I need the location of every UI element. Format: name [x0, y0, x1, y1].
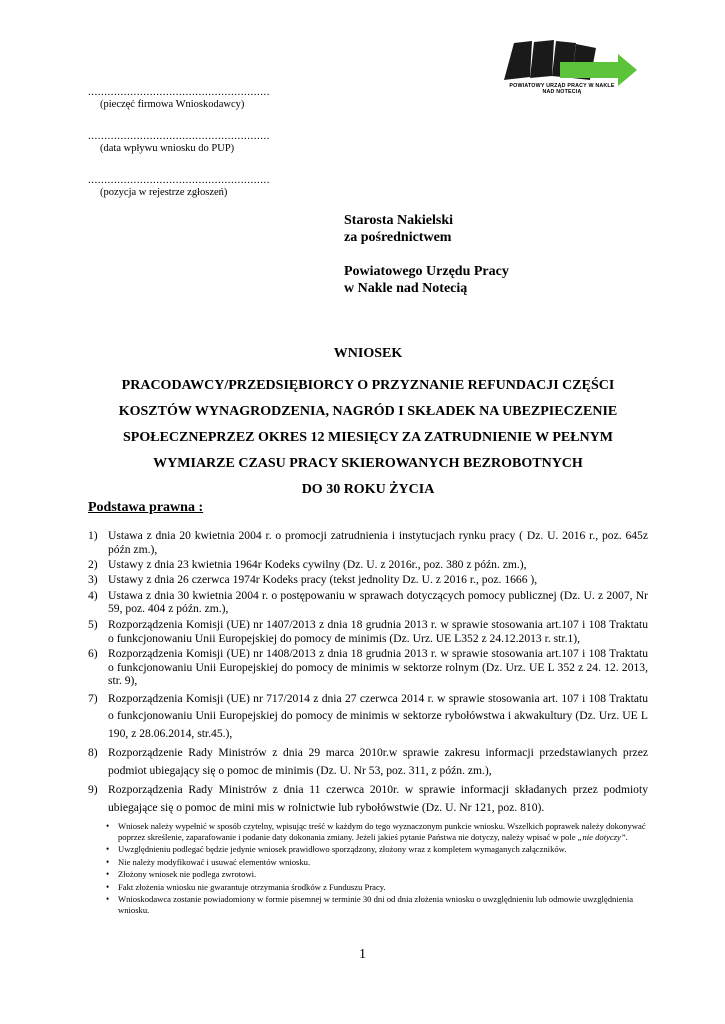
note-item — [106, 844, 648, 855]
page-number: 1 — [359, 947, 366, 962]
receipt-date-caption: (data wpływu wniosku do PUP) — [100, 143, 235, 154]
document-subtitle — [88, 373, 648, 503]
item-text: Ustawy z dnia 23 kwietnia 1964r Kodeks cywilny (Dz. U. z 2016r., poz. 380 z późn. zm.), — [108, 558, 527, 572]
subtitle-line: SPOŁECZNEPRZEZ OKRES 12 MIESIĘCY ZA ZATRUDNIENIE W PEŁNYM — [123, 430, 613, 445]
item-number: 5) — [88, 617, 98, 631]
note-item — [106, 857, 648, 868]
legal-basis-item — [88, 589, 648, 617]
register-position-field — [88, 174, 270, 199]
register-position-dots: ........................................................ — [88, 174, 270, 186]
item-number: 3) — [88, 573, 98, 587]
addressee-line: Starosta Nakielski — [344, 213, 454, 228]
bullet-icon: • — [106, 869, 110, 880]
item-text: Ustawy z dnia 26 czerwca 1974r Kodeks pracy (tekst jednolity Dz. U. z 2016 r., poz. 1666 ), — [108, 573, 538, 587]
note-text: Złożony wniosek nie podlega zwrotowi. — [118, 869, 257, 880]
item-text: Rozporządzenia Rady Ministrów z dnia 11 czerwca 2010r. w sprawie informacji składanych przez podmioty ubiegające się o pomoc de mini mis w rolnictwie lub rybołówstwie (Dz. U. Nr 121, poz. 810). — [108, 783, 648, 814]
addressee-line: Powiatowego Urzędu Pracy — [344, 264, 509, 279]
legal-basis-heading: Podstawa prawna : — [88, 500, 204, 515]
note-item — [106, 894, 648, 916]
note-item — [106, 882, 648, 893]
item-number: 9) — [88, 783, 98, 797]
legal-basis-item — [88, 781, 648, 816]
document-title: WNIOSEK — [333, 346, 403, 361]
instruction-notes — [106, 821, 648, 918]
item-number: 8) — [88, 746, 98, 760]
item-number: 1) — [88, 529, 98, 542]
legal-basis-item — [88, 690, 648, 743]
legal-basis-item — [88, 573, 648, 587]
item-number: 6) — [88, 646, 98, 660]
item-number: 2) — [88, 558, 98, 572]
addressee-block — [344, 212, 509, 297]
item-text: Ustawa z dnia 20 kwietnia 2004 r. o promocji zatrudnienia i instytucjach rynku pracy ( Dz. U. 2016 r., poz. 645z późn zm.), — [108, 529, 648, 556]
bullet-icon: • — [106, 844, 110, 855]
note-item — [106, 869, 648, 880]
legal-basis-item — [88, 558, 648, 572]
note-text: Uwzględnieniu podlegać będzie jedynie wniosek prawidłowo sporządzony, złożony wraz z kompletem wymaganych załączników. — [118, 844, 567, 855]
note-text: Nie należy modyfikować i usuwać elementów wniosku. — [118, 856, 311, 867]
legal-basis-item — [88, 647, 648, 688]
addressee-line: w Nakle nad Notecią — [344, 281, 468, 296]
register-position-caption: (pozycja w rejestrze zgłoszeń) — [100, 187, 228, 198]
item-number: 7) — [88, 691, 98, 705]
bullet-icon: • — [106, 894, 110, 905]
note-text-end: . — [625, 831, 628, 842]
item-text: Rozporządzenia Komisji (UE) nr 1407/2013 z dnia 18 grudnia 2013 r. w sprawie stosowania art.107 i 108 Traktatu o funkcjonowaniu Unii Europejskiej do pomocy de minimis (Dz. Urz. UE L352 z 24.12.2013 r. str.1), — [108, 617, 648, 645]
stamp-dots: ........................................................ — [88, 86, 270, 98]
receipt-date-field — [88, 130, 270, 155]
item-number: 4) — [88, 588, 98, 602]
subtitle-line: WYMIARZE CZASU PRACY SKIEROWANYCH BEZROBOTNYCH — [153, 456, 583, 471]
item-text: Rozporządzenie Rady Ministrów z dnia 29 marca 2010r.w sprawie zakresu informacji przedstawianych przez podmiot ubiegający się o pomoc de minimis (Dz. U. Nr 53, poz. 311, z późn. zm.), — [108, 746, 648, 777]
item-text: Rozporządzenia Komisji (UE) nr 717/2014 z dnia 27 czerwca 2014 r. w sprawie stosowania art. 107 i 108 Traktatu o funkcjonowaniu Unii Europejskiej do pomocy de minimis w sektorze rybołówstwa i akwakultury (Dz. Urz. UE L 190, z 28.06.2014, str.45.), — [108, 691, 648, 740]
bullet-icon: • — [106, 856, 110, 867]
legal-basis-item — [88, 618, 648, 646]
subtitle-line: KOSZTÓW WYNAGRODZENIA, NAGRÓD I SKŁADEK NA UBEZPIECZENIE — [118, 404, 618, 419]
item-text: Rozporządzenia Komisji (UE) nr 1408/2013 z dnia 18 grudnia 2013 r. w sprawie stosowania art.107 i 108 Traktatu o funkcjonowaniu Unii Europejskiej do pomocy de minimis w sektorze rolnym (Dz. Urz. UE L 352 z 24. 12. 2013, str. 9), — [108, 646, 648, 688]
note-text: Wnioskodawca zostanie powiadomiony w formie pisemnej w terminie 30 dni od dnia złożenia wniosku o uwzględnieniu lub odmowie uwzględnienia wniosku. — [118, 894, 634, 916]
item-text: Ustawa z dnia 30 kwietnia 2004 r. o postępowaniu w sprawach dotyczących pomocy publicznej (Dz. U. z 2007, Nr 59, poz. 404 z późn. zm.), — [108, 588, 648, 616]
legal-basis-list — [88, 529, 648, 818]
note-text: Fakt złożenia wniosku nie gwarantuje otrzymania środków z Funduszu Pracy. — [118, 881, 386, 892]
receipt-date-dots: ........................................................ — [88, 130, 270, 142]
note-text: Wniosek należy wypełnić w sposób czytelny, wpisując treść w każdym do tego wyznaczonym punkcie wniosku. Wszelkich poprawek należy dokonywać poprzez skreślenie, zaparafowanie i podanie daty dokonania zmiany. Jeżeli jakieś pytanie Państwa nie dotyczy, należy wpisać w pole — [118, 821, 646, 842]
stamp-caption: (pieczęć firmowa Wnioskodawcy) — [100, 99, 245, 110]
note-item — [106, 821, 648, 843]
company-stamp-field — [88, 86, 270, 111]
subtitle-line: PRACODAWCY/PRZEDSIĘBIORCY O PRZYZNANIE REFUNDACJI CZĘŚCI — [121, 378, 615, 393]
subtitle-line: DO 30 ROKU ŻYCIA — [301, 482, 435, 497]
bullet-icon: • — [106, 821, 110, 831]
logo-text: POWIATOWY URZĄD PRACY W NAKLE NAD NOTECIĄ — [509, 83, 615, 95]
addressee-line: za pośrednictwem — [344, 230, 452, 245]
legal-basis-item — [88, 744, 648, 779]
legal-basis-item — [88, 529, 648, 557]
bullet-icon: • — [106, 881, 110, 892]
note-italic-text: „nie dotyczy” — [577, 831, 626, 842]
